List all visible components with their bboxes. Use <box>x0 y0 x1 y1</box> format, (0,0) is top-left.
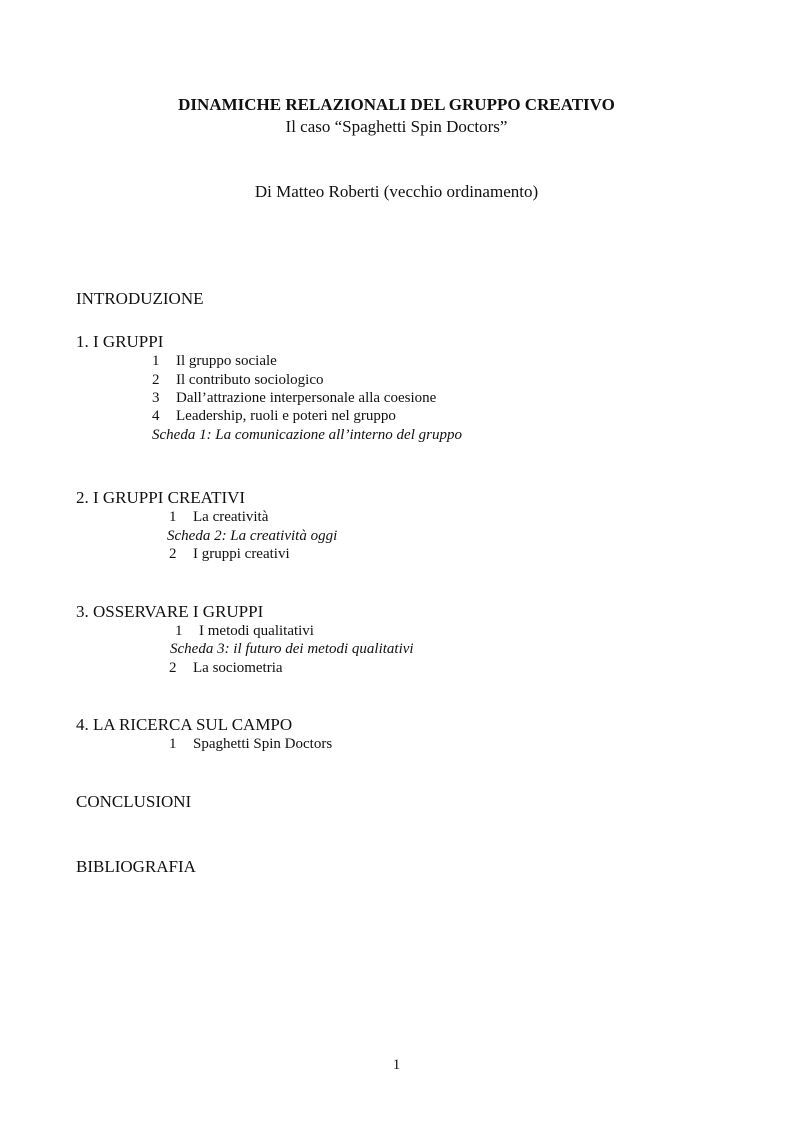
toc-item: 2 Il contributo sociologico <box>152 372 324 388</box>
document-subtitle: Il caso “Spaghetti Spin Doctors” <box>285 117 508 136</box>
toc-item: 4 Leadership, ruoli e poteri nel gruppo <box>152 408 396 424</box>
toc-item: 2 La sociometria <box>169 660 283 676</box>
toc-item: 3 Dall’attrazione interpersonale alla coesione <box>152 390 437 406</box>
page-number: 1 <box>392 1057 401 1073</box>
toc-introduzione: INTRODUZIONE <box>76 289 204 308</box>
toc-scheda-3: Scheda 3: il futuro dei metodi qualitativi <box>170 641 414 657</box>
toc-section-2-heading: 2. I GRUPPI CREATIVI <box>76 488 246 507</box>
document-author: Di Matteo Roberti (vecchio ordinamento) <box>254 182 539 201</box>
toc-scheda-2: Scheda 2: La creatività oggi <box>167 528 338 544</box>
toc-item: 2 I gruppi creativi <box>169 546 290 562</box>
toc-item: 1 Spaghetti Spin Doctors <box>169 736 333 752</box>
toc-scheda-1: Scheda 1: La comunicazione all’interno del gruppo <box>152 427 462 443</box>
toc-section-4-heading: 4. LA RICERCA SUL CAMPO <box>76 715 293 734</box>
toc-section-1-heading: 1. I GRUPPI <box>76 332 164 351</box>
toc-bibliografia: BIBLIOGRAFIA <box>76 857 196 876</box>
toc-item: 1 I metodi qualitativi <box>175 623 314 639</box>
document-title: DINAMICHE RELAZIONALI DEL GRUPPO CREATIVO <box>178 95 615 114</box>
toc-conclusioni: CONCLUSIONI <box>76 792 192 811</box>
toc-item: 1 Il gruppo sociale <box>152 353 277 369</box>
toc-section-3-heading: 3. OSSERVARE I GRUPPI <box>76 602 264 621</box>
toc-item: 1 La creatività <box>169 509 269 525</box>
